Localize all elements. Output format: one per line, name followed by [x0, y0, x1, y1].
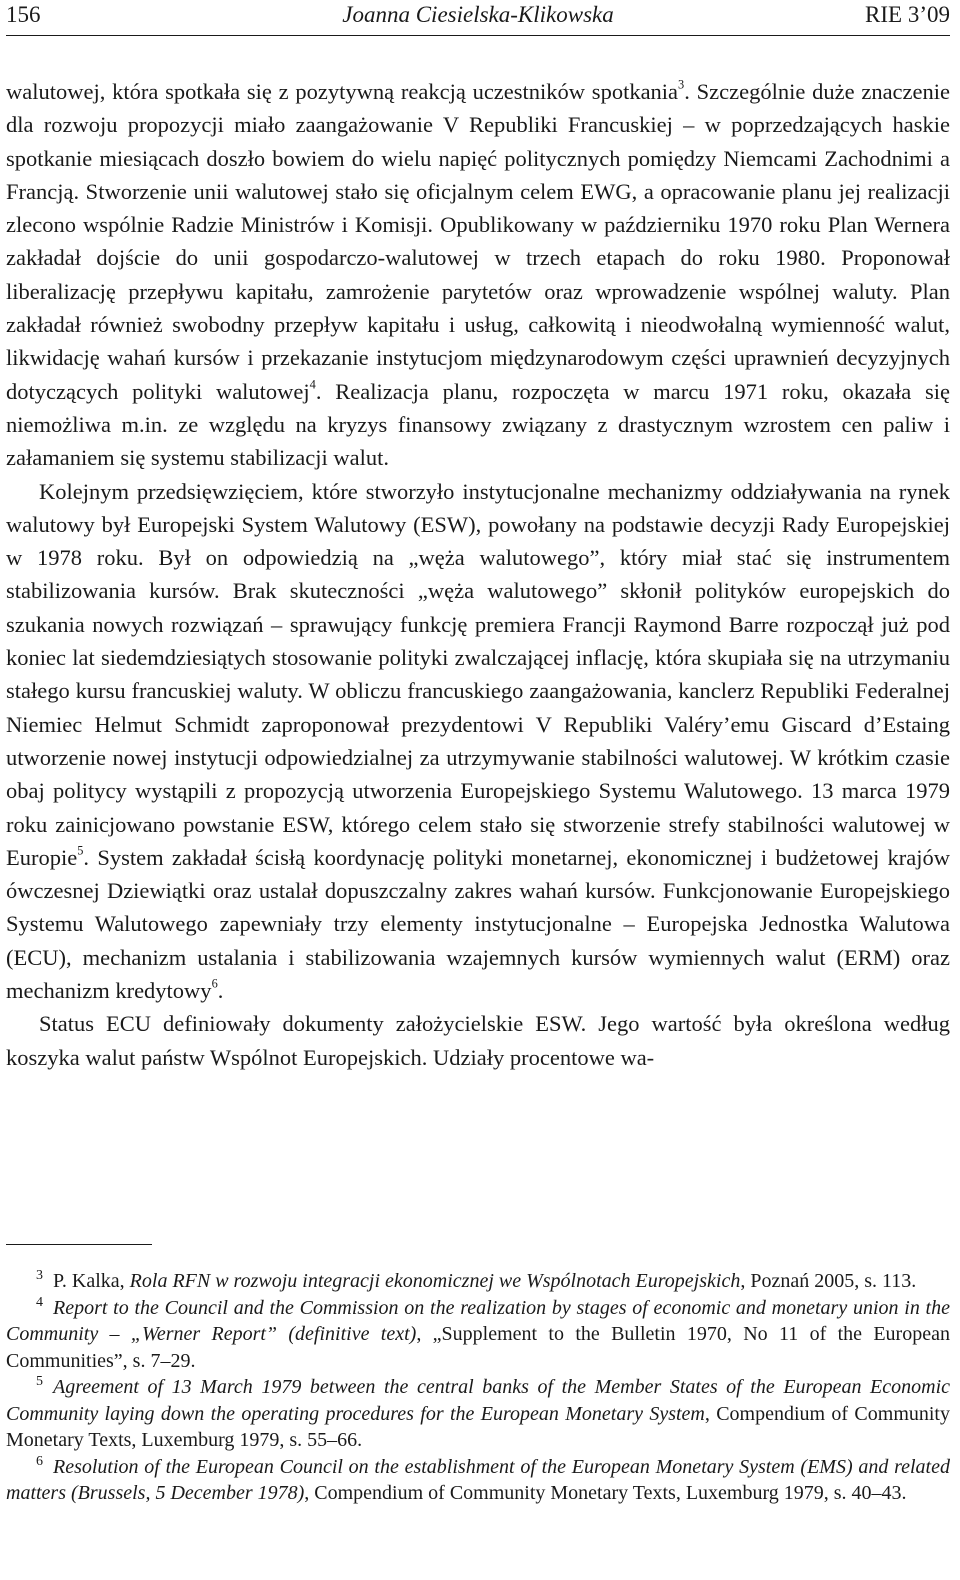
footnotes	[6, 1268, 950, 1507]
paragraph-2-part-c: .	[217, 978, 224, 1004]
footnote-title: Resolution of the European Council on the establishment of the European Monetary System (EMS) and related matters (Brussels, 5 December 1978)	[6, 1455, 950, 1504]
footnote-5	[6, 1374, 950, 1454]
footnote-ref-6: 6	[211, 976, 218, 991]
footnote-text: , Compendium of Community Monetary Texts, Luxemburg 1979, s. 40–43.	[304, 1482, 907, 1504]
footnote-number: 6	[36, 1453, 43, 1469]
page-number: 156	[6, 2, 41, 27]
running-header	[6, 0, 950, 30]
footnote-separator	[6, 1244, 152, 1245]
paragraph-1-part-b: . Szczególnie duże znaczenie dla rozwoju propozycji miało zaangażowanie V Republiki Francuskiej – w poprzedzających haskie spotkanie miesiącach doszło bowiem do wielu napięć politycznych pomiędzy Niemcami Zachodnimi a Francją. Stworzenie unii walutowej stało się oficjalnym celem EWG, a opracowanie planu jej realizacji zlecono wspólnie Radzie Ministrów i Komisji. Opublikowany w październiku 1970 roku Plan Wernera zakładał dojście do unii gospodarczo-walutowej w trzech etapach do roku 1980. Proponował liberalizację przepływu kapitału, zamrożenie parytetów oraz wprowadzenie wspólnej waluty. Plan zakładał również swobodny przepływ kapitału i usług, całkowitą i nieodwołalną wymienność walut, likwidację wahań kursów i przekazanie instytucjom międzynarodowym części uprawnień decyzyjnych dotyczących polityki walutowej	[6, 79, 951, 404]
footnote-text: , Compendium of Community Monetary Texts, Luxemburg 1979, s. 55–66.	[6, 1402, 950, 1451]
footnote-title: Rola RFN w rozwoju integracji ekonomicznej we Wspólnotach Europejskich	[129, 1270, 741, 1292]
paragraph-2-part-b: . System zakładał ścisłą koordynację polityki monetarnej, ekonomicznej i budżetowej krajów ówczesnej Dziewiątki oraz ustalał dopuszczalny zakres wahań kursów. Funkcjonowanie Europejskiego Systemu Walutowego zapewniały trzy elementy instytucjonalne – Europejska Jednostka Walutowa (ECU), mechanizm ustalania i stabilizowania wzajemnych kursów wymiennych walut (ERM) oraz mechanizm kredytowy	[6, 844, 950, 1004]
footnote-number: 5	[36, 1374, 43, 1390]
footnote-text: P. Kalka,	[53, 1270, 130, 1292]
journal-issue: RIE 3’09	[865, 2, 950, 27]
footnote-text: , Poznań 2005, s. 113.	[740, 1270, 917, 1292]
footnote-ref-4: 4	[309, 377, 316, 392]
paragraph-3: Status ECU definiowały dokumenty założycielskie ESW. Jego wartość była określona według koszyka walut państw Wspólnot Europejskich. Udziały procentowe wa-	[6, 1011, 950, 1070]
body-text	[6, 75, 950, 1074]
paragraph-2	[6, 475, 950, 1008]
header-rule	[6, 35, 950, 36]
paragraph-2-part-a: Kolejnym przedsięwzięciem, które stworzyło instytucjonalne mechanizmy oddziaływania na rynek walutowy był Europejski System Walutowy (ESW), powołany na podstawie decyzji Rady Europejskiej w 1978 roku. Był on odpowiedzią na „węża walutowego”, który miał stać się instrumentem stabilizowania kursów. Brak skuteczności „węża walutowego” skłonił polityków europejskich do szukania nowych rozwiązań – sprawujący funkcję premiera Francji Raymond Barre rozpoczął już pod koniec lat siedemdziesiątych stosowanie polityki zwalczającej inflację, która skupiała się na utrzymaniu stałego kursu francuskiej waluty. W obliczu francuskiego zaangażowania, kanclerz Republiki Federalnej Niemiec Helmut Schmidt zaproponował prezydentowi V Republiki Valéry’emu Giscard d’Estaing utworzenie nowej instytucji odpowiedzialnej za utrzymywanie stabilności walutowej. W krótkim czasie obaj politycy wystąpili z propozycją utworzenia Europejskiego Systemu Walutowego. 13 marca 1979 roku zainicjowano powstanie ESW, którego celem stało się stworzenie strefy stabilności walutowej w Europie	[6, 478, 950, 870]
footnote-title: Report to the Council and the Commission on the realization by stages of economic and monetary union in the Community – „Werner Report” (definitive text)	[6, 1296, 950, 1345]
footnote-number: 4	[36, 1294, 43, 1310]
footnote-number: 3	[36, 1268, 43, 1284]
footnote-4	[6, 1295, 950, 1375]
paragraph-1-part-c: . Realizacja planu, rozpoczęta w marcu 1971 roku, okazała się niemożliwa m.in. ze względu na kryzys finansowy związany z drastycznym wzrostem cen paliw i załamaniem się systemu stabilizacji walut.	[6, 378, 950, 471]
footnote-3	[6, 1268, 950, 1295]
footnote-ref-5: 5	[77, 843, 84, 858]
footnote-6	[6, 1454, 950, 1507]
footnote-title: Agreement of 13 March 1979 between the central banks of the Member States of the European Economic Community laying down the operating procedures for the European Monetary System	[6, 1376, 950, 1425]
footnote-ref-3: 3	[678, 77, 685, 92]
paragraph-1	[6, 75, 950, 475]
footnote-text: , „Supplement to the Bulletin 1970, No 11 of the European Communities”, s. 7–29.	[6, 1323, 950, 1372]
paragraph-1-part-a: walutowej, która spotkała się z pozytywną reakcją uczestników spotkania	[6, 79, 679, 104]
running-author: Joanna Ciesielska-Klikowska	[342, 2, 614, 27]
